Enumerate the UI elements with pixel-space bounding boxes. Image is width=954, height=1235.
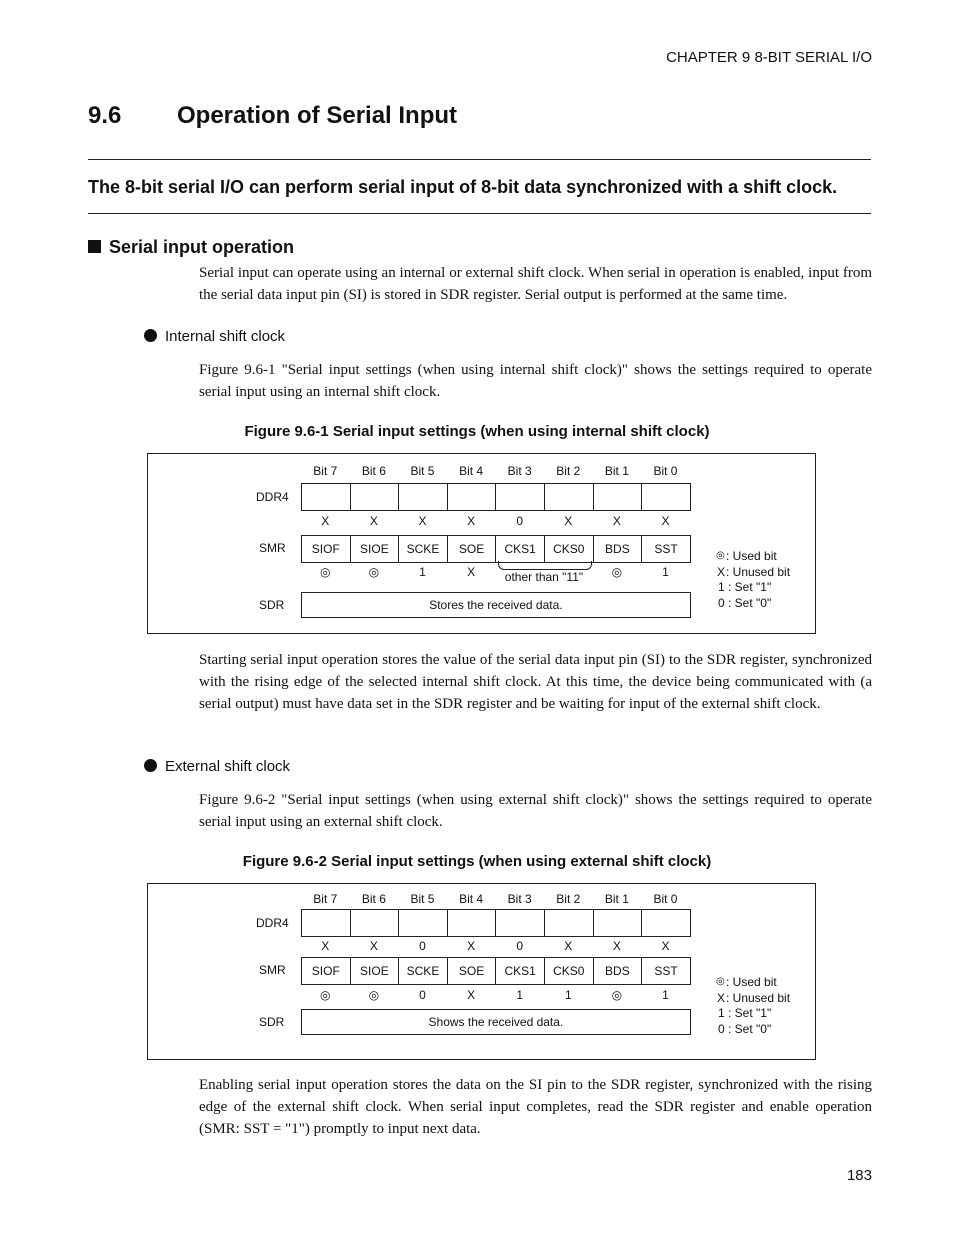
ddr-bit-cell [544,909,594,937]
figure-2 [147,883,816,1060]
ddr-bit-value: X [321,514,330,528]
bit-header: Bit 3 [507,464,532,478]
ddr-bit-value: X [369,514,378,528]
row-label-sdr: SDR [259,1015,285,1029]
internal-paragraph: Figure 9.6-1 "Serial input settings (when using internal shift clock)" shows the settings required to operate serial input using an internal shift clock. [199,362,872,400]
smr-field-cell: CKS0 [544,535,594,563]
smr-field-cell: BDS [593,535,643,563]
smr-field-cell: SST [641,957,691,985]
smr-field-cell: SOE [447,535,497,563]
bit-header: Bit 2 [556,464,581,478]
ddr-bit-value: 0 [516,939,524,953]
ddr-bit-cell [350,483,400,511]
ddr-bit-value: X [467,514,476,528]
ddr-bit-value: X [612,514,621,528]
bit-header: Bit 7 [313,892,338,906]
smr-field-cell: SCKE [398,957,448,985]
bit-header: Bit 0 [653,464,678,478]
bit-header: Bit 4 [459,892,484,906]
legend-unused-symbol: X [717,991,726,1005]
cks-brace-note: other than "11" [504,570,584,584]
ddr-bit-value: 0 [419,939,426,953]
ddr-bit-cell [447,909,497,937]
smr-field-cell: BDS [593,957,643,985]
ddr-bit-cell [641,483,691,511]
figure-2-diagram [148,884,815,1059]
legend-used: : Used bit [726,975,777,989]
row-label-sdr: SDR [259,598,285,612]
legend-set1: 1 : Set "1" [718,1006,772,1020]
smr-field-cell: SIOE [350,957,400,985]
smr-bit-value: 1 [419,565,426,579]
smr-bit-value: ◎ [320,988,331,1002]
ddr-bit-cell [544,483,594,511]
legend-set1: 1 : Set "1" [718,580,772,594]
smr-bit-value: ◎ [611,988,623,1002]
figure-2-caption: Figure 9.6-2 Serial input settings (when using external shift clock) [242,853,712,870]
smr-bit-value: ◎ [320,565,331,579]
divider-bottom [88,213,871,214]
smr-field-cell: CKS0 [544,957,594,985]
bit-header: Bit 3 [507,892,532,906]
row-label-smr: SMR [259,541,286,555]
smr-bit-value: X [467,988,476,1002]
bit-header: Bit 6 [361,892,386,906]
ddr-bit-cell [398,483,448,511]
smr-field-cell: CKS1 [495,535,545,563]
smr-field-cell: CKS1 [495,957,545,985]
subsection-heading [88,237,294,258]
row-label-ddr: DDR4 [256,490,289,504]
legend-used-symbol: ◎ [716,550,725,561]
ddr-bit-cell [301,483,351,511]
ddr-bit-cell [495,483,545,511]
smr-bit-value: ◎ [368,565,380,579]
legend-unused: : Unused bit [726,991,791,1005]
bit-header: Bit 1 [604,464,629,478]
ddr-bit-value: 0 [516,514,524,528]
legend [716,549,811,615]
bit-header: Bit 7 [313,464,338,478]
smr-field-cell: SOE [447,957,497,985]
lead-summary: The 8-bit serial I/O can perform serial input of 8-bit data synchronized with a shift clock. [88,177,838,197]
ddr-bit-cell [398,909,448,937]
ddr-bit-value: X [564,939,573,953]
bullet-external [144,758,290,775]
ddr-bit-value: X [612,939,621,953]
smr-bit-value: 1 [662,565,669,579]
smr-bit-value: 0 [419,988,426,1002]
section-title-text: Operation of Serial Input [177,102,458,129]
sdr-box: Shows the received data. [301,1009,691,1035]
section-title [88,102,457,130]
figure-1-caption: Figure 9.6-1 Serial input settings (when using internal shift clock) [244,423,710,440]
ddr-bit-cell [301,909,351,937]
subsection-title: Serial input operation [109,237,295,257]
cks-brace [498,561,591,570]
chapter-header: CHAPTER 9 8-BIT SERIAL I/O [666,49,872,66]
smr-field-cell: SIOF [301,535,351,563]
ddr-bit-cell [641,909,691,937]
ddr-bit-value: X [321,939,330,953]
bit-header: Bit 1 [604,892,629,906]
ddr-bit-value: X [418,514,427,528]
smr-field-cell: SIOF [301,957,351,985]
legend-set0: 0 : Set "0" [718,1022,772,1036]
legend-set0: 0 : Set "0" [718,596,772,610]
bullet-internal [144,328,285,345]
legend-used-symbol: ◎ [716,976,725,987]
divider-top [88,159,871,160]
ddr-bit-cell [350,909,400,937]
legend-unused-symbol: X [717,565,726,579]
ddr-bit-cell [593,483,643,511]
smr-field-cell: SIOE [350,535,400,563]
external-after-paragraph: Enabling serial input operation stores the data on the SI pin to the SDR register, synchronized with the rising edge of the external shift clock. When serial input completes, read the SDR register and enable operation (SMR: SST = "1") promptly to input next data. [199,1077,872,1137]
internal-after-paragraph: Starting serial input operation stores the value of the serial data input pin (SI) to the SDR register, synchronized with the rising edge of the selected internal shift clock. At this time, the device being communicated with (a serial output) must have data set in the SDR register and be waiting for input of the external shift clock. [199,652,872,712]
legend-unused: : Unused bit [726,565,791,579]
smr-bit-value: ◎ [611,565,623,579]
intro-paragraph: Serial input can operate using an internal or external shift clock. When serial in operation is enabled, input from the serial data input pin (SI) is stored in SDR register. Serial output is performed at the same time. [199,265,872,303]
smr-field-cell: SST [641,535,691,563]
external-paragraph: Figure 9.6-2 "Serial input settings (when using external shift clock)" shows the settings required to operate serial input using an external shift clock. [199,792,872,830]
bit-header: Bit 4 [459,464,484,478]
bit-header: Bit 5 [410,464,435,478]
ddr-bit-cell [447,483,497,511]
bit-header: Bit 5 [410,892,435,906]
ddr-bit-cell [593,909,643,937]
circle-bullet-icon [144,329,157,342]
bullet-internal-label: Internal shift clock [165,328,286,345]
ddr-bit-cell [495,909,545,937]
section-number: 9.6 [88,102,122,129]
smr-field-cell: SCKE [398,535,448,563]
smr-bit-value: 1 [564,988,572,1002]
circle-bullet-icon [144,759,157,772]
bit-header: Bit 6 [361,464,386,478]
ddr-bit-value: X [661,939,670,953]
smr-bit-value: X [467,565,476,579]
smr-bit-value: 1 [662,988,669,1002]
legend-used: : Used bit [726,549,777,563]
figure-1 [147,453,816,634]
smr-bit-value: 1 [516,988,524,1002]
ddr-bit-value: X [564,514,573,528]
bullet-external-label: External shift clock [165,758,291,775]
ddr-bit-value: X [661,514,670,528]
row-label-ddr: DDR4 [256,916,289,930]
smr-bit-value: ◎ [368,988,380,1002]
page-number: 183 [846,1167,872,1184]
ddr-bit-value: X [369,939,378,953]
sdr-box: Stores the received data. [301,592,691,618]
figure-1-diagram [148,454,815,633]
square-bullet-icon [88,240,101,253]
bit-header: Bit 0 [653,892,678,906]
row-label-smr: SMR [259,963,286,977]
bit-header: Bit 2 [556,892,581,906]
ddr-bit-value: X [467,939,476,953]
legend [716,975,811,1041]
